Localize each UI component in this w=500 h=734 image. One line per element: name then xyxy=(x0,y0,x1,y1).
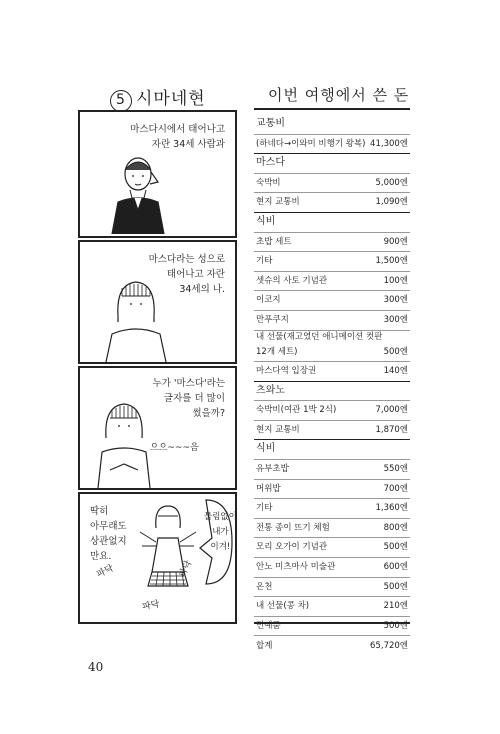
expense-label: 만푸쿠지 xyxy=(256,315,289,325)
expenses-table xyxy=(254,108,410,652)
expense-row xyxy=(254,330,410,361)
expense-label: 초밥 세트 xyxy=(256,236,292,247)
comic-panel-1 xyxy=(78,110,237,238)
expense-amount: 5,000엔 xyxy=(375,177,408,188)
expense-row xyxy=(254,616,410,636)
panel-2-text: 마스다라는 성으로 태어나고 자란 34세의 나. xyxy=(148,254,225,295)
thinking-girl-illustration xyxy=(94,394,154,488)
expense-row xyxy=(254,134,410,154)
expense-amount: 7,000엔 xyxy=(375,405,408,416)
expense-amount: 1,500엔 xyxy=(375,256,408,267)
total-amount: 65,720엔 xyxy=(370,641,408,652)
chapter-number: 5 xyxy=(110,90,132,112)
total-label: 합계 xyxy=(256,641,273,652)
expense-label: 전통 종이 뜨기 체험 xyxy=(256,522,330,533)
comic-title xyxy=(110,84,206,112)
sfx-flap-bottom: 파닥 xyxy=(141,599,161,613)
comic-panel-2 xyxy=(78,240,237,364)
expense-section xyxy=(254,439,410,459)
expense-row xyxy=(254,498,410,518)
expense-label: 기타 xyxy=(256,503,273,514)
expense-amount: 550엔 xyxy=(383,463,408,474)
expense-row xyxy=(254,290,410,310)
expense-label: 현지 교통비 xyxy=(256,424,300,435)
expense-row xyxy=(254,479,410,499)
expense-amount: 500엔 xyxy=(383,581,408,592)
expense-row xyxy=(254,232,410,252)
expense-amount: 100엔 xyxy=(383,275,408,286)
expense-label: 현지 교통비 xyxy=(256,197,300,208)
expense-label: 내 선물(콩 차) xyxy=(256,601,310,612)
page-number: 40 xyxy=(88,660,104,674)
expenses-title: 이번 여행에서 쓴 돈 xyxy=(268,86,410,104)
expense-row xyxy=(254,400,410,420)
expense-amount: 1,360엔 xyxy=(375,503,408,514)
expense-label: 민예품 xyxy=(256,620,281,631)
expense-label: 숙박비(여관 1박 2식) xyxy=(256,405,337,416)
expense-amount: 41,300엔 xyxy=(370,138,408,149)
expense-row xyxy=(254,361,410,381)
expense-label: 유부초밥 xyxy=(256,463,289,474)
expense-row xyxy=(254,537,410,557)
expense-total-row xyxy=(254,636,410,656)
expense-label: 내 선물(재고였던 애니메이션 컷판 xyxy=(256,331,383,342)
expense-section xyxy=(254,114,410,134)
expense-label: 이코지 xyxy=(256,295,281,306)
expense-section xyxy=(254,212,410,232)
expense-label: 셋슈의 사토 기념관 xyxy=(256,275,328,286)
expense-row xyxy=(254,577,410,597)
expense-amount: 500엔 xyxy=(383,620,408,631)
expense-amount: 600엔 xyxy=(383,561,408,572)
sfx-flap-right: 파닥 xyxy=(177,559,195,580)
flapping-girl-illustration xyxy=(138,502,198,594)
expense-section xyxy=(254,381,410,401)
expense-label: 마스다 xyxy=(256,157,285,169)
expense-row xyxy=(254,518,410,538)
expense-amount: 1,090엔 xyxy=(375,197,408,208)
expense-label: 숙박비 xyxy=(256,177,281,188)
expense-row xyxy=(254,192,410,212)
expense-label: 마스다역 입장권 xyxy=(256,365,317,376)
expenses-table-bottom-rule xyxy=(254,622,410,624)
expense-label: 츠와노 xyxy=(256,384,285,396)
expense-label: 식비 xyxy=(256,216,276,227)
expense-row xyxy=(254,271,410,291)
panel-3-sfx: 으으~~~음 xyxy=(150,443,199,453)
expense-label: 교통비 xyxy=(256,118,285,129)
expense-row xyxy=(254,173,410,193)
panel-1-text: 마스다시에서 태어나고 자란 34세 사람과 xyxy=(130,124,225,150)
comic-panel-3 xyxy=(78,366,237,490)
expense-amount: 500엔 xyxy=(383,542,408,553)
expense-amount: 900엔 xyxy=(383,236,408,247)
expense-label: 식비 xyxy=(256,443,276,455)
expense-label: 모리 오가이 기념관 xyxy=(256,542,328,553)
expense-row xyxy=(254,459,410,479)
expense-amount: 700엔 xyxy=(383,483,408,494)
expense-amount: 210엔 xyxy=(383,601,408,612)
expense-amount: 300엔 xyxy=(383,295,408,306)
expense-amount: 140엔 xyxy=(383,365,408,376)
panel-3-text: 누가 '마스다'라는 글자를 더 많이 썼을까? xyxy=(152,378,225,419)
expense-row xyxy=(254,557,410,577)
expense-amount: 800엔 xyxy=(383,522,408,533)
expense-row xyxy=(254,420,410,440)
bubble-text: 틀림없이 내가 이겨! xyxy=(204,512,237,552)
expense-amount: 1,870엔 xyxy=(375,424,408,435)
panel-4-text: 딱히 아무래도 상관없지 만요. xyxy=(90,506,127,562)
chapter-name: 시마네현 xyxy=(136,89,206,109)
expense-section xyxy=(254,153,410,173)
expense-label-cont: 12개 세트) xyxy=(256,346,298,357)
narrator-illustration xyxy=(96,276,176,362)
expense-label: 기타 xyxy=(256,256,273,267)
expense-row xyxy=(254,251,410,271)
comic-panel-4 xyxy=(78,492,237,624)
sfx-flap-left: 파닥 xyxy=(95,563,116,581)
expense-label: 온천 xyxy=(256,581,273,592)
man-illustration xyxy=(98,152,178,234)
expense-amount: 500엔 xyxy=(383,346,408,357)
expense-label: 머위밥 xyxy=(256,483,281,494)
expense-label: 안노 미츠마사 미술관 xyxy=(256,561,336,572)
expense-label: (하네다→이와미 비행기 왕복) xyxy=(256,138,366,149)
expense-amount: 300엔 xyxy=(383,315,408,325)
expense-row xyxy=(254,310,410,330)
expense-row xyxy=(254,596,410,616)
